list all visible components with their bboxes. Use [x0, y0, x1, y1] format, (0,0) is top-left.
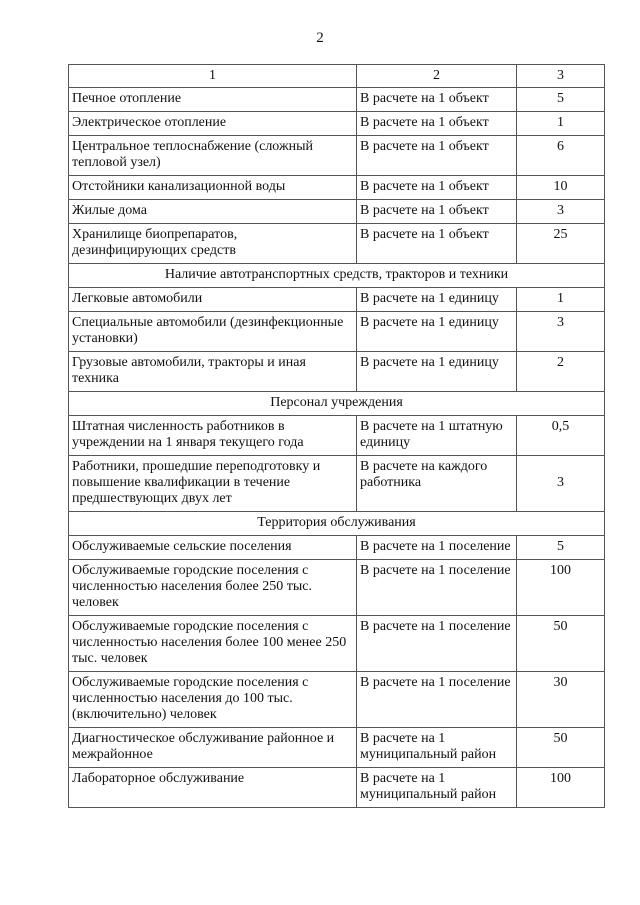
section-title: Персонал учреждения [69, 392, 605, 416]
row-value: 100 [517, 768, 605, 808]
header-col-3: 3 [517, 65, 605, 88]
row-value: 30 [517, 672, 605, 728]
row-indicator-name: Обслуживаемые городские поселения с численностью населения более 100 менее 250 тыс. человек [69, 616, 357, 672]
row-unit: В расчете на 1 единицу [357, 288, 517, 312]
table-row [69, 224, 605, 264]
table-header-row [69, 65, 605, 88]
row-indicator-name: Печное отопление [69, 88, 357, 112]
row-indicator-name: Работники, прошедшие переподготовку и повышение квалификации в течение предшествующих двух лет [69, 456, 357, 512]
row-unit: В расчете на 1 объект [357, 88, 517, 112]
row-unit: В расчете на 1 объект [357, 176, 517, 200]
header-col-2: 2 [357, 65, 517, 88]
row-indicator-name: Обслуживаемые городские поселения с численностью населения до 100 тыс. (включительно) человек [69, 672, 357, 728]
table-row [69, 616, 605, 672]
table-row [69, 536, 605, 560]
row-value: 3 [517, 200, 605, 224]
row-indicator-name: Грузовые автомобили, тракторы и иная техника [69, 352, 357, 392]
row-unit: В расчете на каждого работника [357, 456, 517, 512]
row-indicator-name: Отстойники канализационной воды [69, 176, 357, 200]
row-value: 5 [517, 88, 605, 112]
section-row [69, 264, 605, 288]
row-indicator-name: Электрическое отопление [69, 112, 357, 136]
section-title: Территория обслуживания [69, 512, 605, 536]
table-row [69, 352, 605, 392]
row-indicator-name: Обслуживаемые сельские поселения [69, 536, 357, 560]
table-row [69, 560, 605, 616]
row-unit: В расчете на 1 объект [357, 224, 517, 264]
table-row [69, 288, 605, 312]
row-value: 50 [517, 616, 605, 672]
row-indicator-name: Штатная численность работников в учреждении на 1 января текущего года [69, 416, 357, 456]
table-row [69, 728, 605, 768]
table-row [69, 456, 605, 512]
row-unit: В расчете на 1 муниципальный район [357, 728, 517, 768]
row-unit: В расчете на 1 поселение [357, 672, 517, 728]
table-row [69, 416, 605, 456]
row-unit: В расчете на 1 поселение [357, 536, 517, 560]
row-indicator-name: Специальные автомобили (дезинфекционные установки) [69, 312, 357, 352]
norms-table [68, 64, 605, 808]
row-indicator-name: Хранилище биопрепаратов, дезинфицирующих средств [69, 224, 357, 264]
row-unit: В расчете на 1 объект [357, 112, 517, 136]
row-indicator-name: Диагностическое обслуживание районное и межрайонное [69, 728, 357, 768]
row-value: 50 [517, 728, 605, 768]
row-value: 0,5 [517, 416, 605, 456]
row-indicator-name: Обслуживаемые городские поселения с численностью населения более 250 тыс. человек [69, 560, 357, 616]
table-row [69, 200, 605, 224]
row-unit: В расчете на 1 объект [357, 200, 517, 224]
table-row [69, 176, 605, 200]
section-row [69, 512, 605, 536]
row-unit: В расчете на 1 единицу [357, 352, 517, 392]
page-number: 2 [316, 30, 324, 46]
row-indicator-name: Легковые автомобили [69, 288, 357, 312]
header-col-1: 1 [69, 65, 357, 88]
row-unit: В расчете на 1 единицу [357, 312, 517, 352]
row-indicator-name: Жилые дома [69, 200, 357, 224]
row-unit: В расчете на 1 поселение [357, 560, 517, 616]
row-value: 3 [517, 456, 605, 512]
row-value: 2 [517, 352, 605, 392]
section-row [69, 392, 605, 416]
row-indicator-name: Лабораторное обслуживание [69, 768, 357, 808]
row-value: 1 [517, 288, 605, 312]
row-value: 25 [517, 224, 605, 264]
row-unit: В расчете на 1 поселение [357, 616, 517, 672]
table-row [69, 312, 605, 352]
row-indicator-name: Центральное теплоснабжение (сложный тепловой узел) [69, 136, 357, 176]
table-row [69, 112, 605, 136]
row-value: 5 [517, 536, 605, 560]
table-row [69, 88, 605, 112]
row-value: 100 [517, 560, 605, 616]
row-unit: В расчете на 1 объект [357, 136, 517, 176]
row-unit: В расчете на 1 штатную единицу [357, 416, 517, 456]
row-unit: В расчете на 1 муниципальный район [357, 768, 517, 808]
row-value: 3 [517, 312, 605, 352]
table-row [69, 672, 605, 728]
table-row [69, 136, 605, 176]
row-value: 1 [517, 112, 605, 136]
section-title: Наличие автотранспортных средств, тракторов и техники [69, 264, 605, 288]
table-row [69, 768, 605, 808]
row-value: 10 [517, 176, 605, 200]
row-value: 6 [517, 136, 605, 176]
